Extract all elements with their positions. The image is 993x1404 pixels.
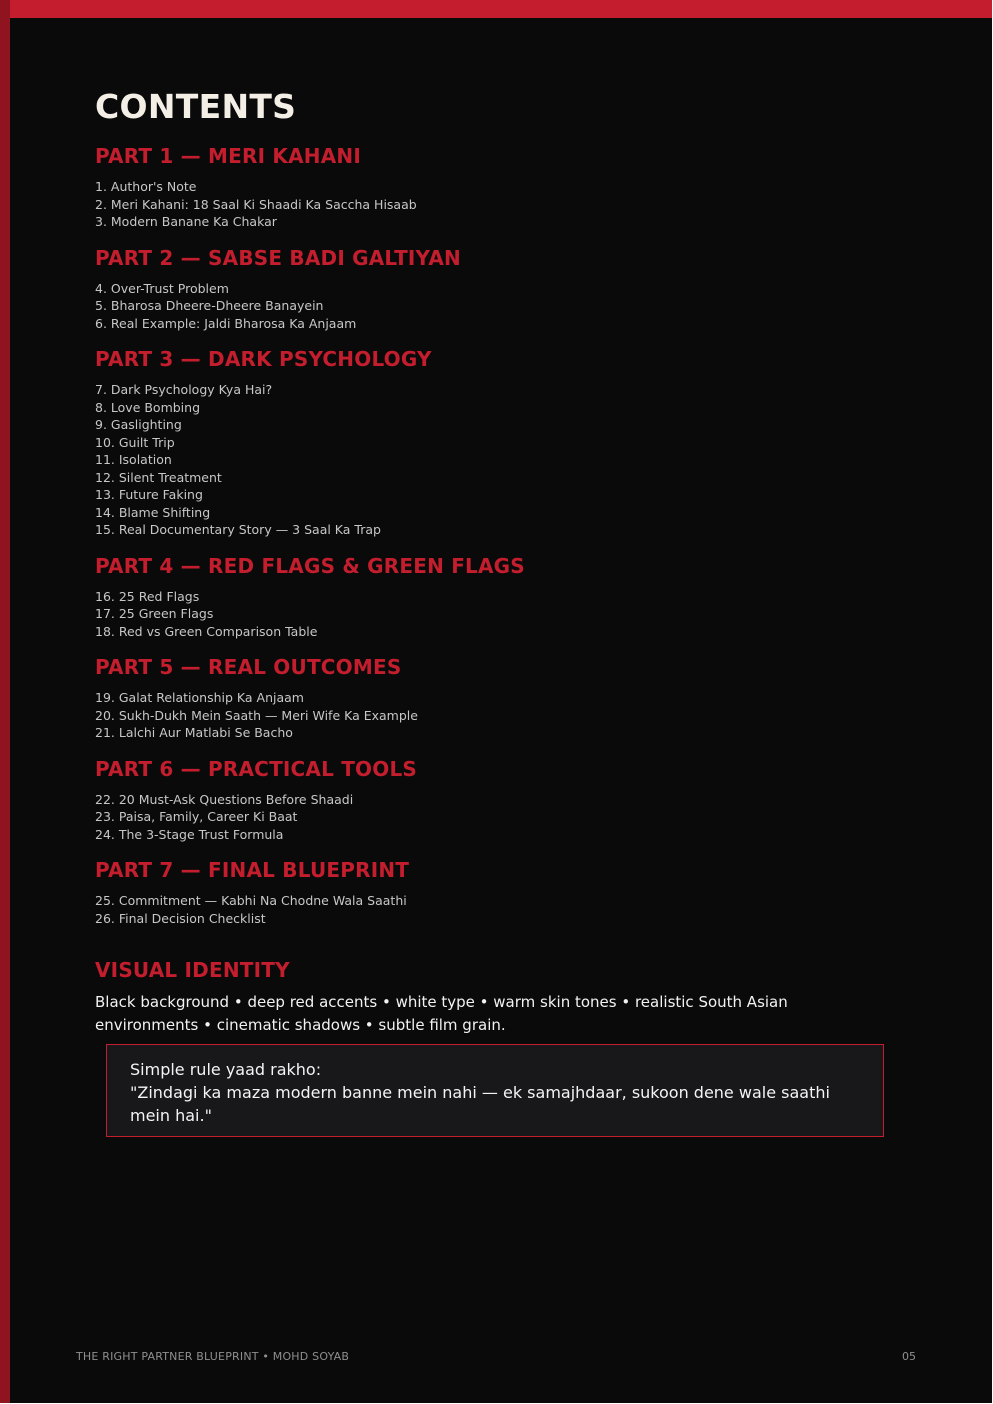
contents-item: 19. Galat Relationship Ka Anjaam (95, 690, 304, 705)
part-5-list (95, 689, 895, 742)
part-6-section (95, 756, 895, 844)
contents-item: 14. Blame Shifting (95, 504, 211, 520)
left-accent-bar (0, 0, 10, 1403)
contents-item: 13. Future Faking (95, 487, 203, 502)
contents-item: 25. Commitment — Kabhi Na Chodne Wala Saathi (95, 893, 407, 908)
footer-book-author (76, 1349, 349, 1364)
page-number (902, 1349, 916, 1364)
part-6-list (95, 791, 895, 844)
rule-callout-quote: "Zindagi ka maza modern banne mein nahi — ek samajhdaar, sukoon dene wale saathi mein hai." (130, 1083, 830, 1125)
page-number-text: 05 (902, 1350, 916, 1363)
contents-item: 6. Real Example: Jaldi Bharosa Ka Anjaam (95, 315, 357, 331)
contents-item: 22. 20 Must-Ask Questions Before Shaadi (95, 791, 354, 807)
contents-item: 18. Red vs Green Comparison Table (95, 623, 318, 639)
contents-item: 20. Sukh-Dukh Mein Saath — Meri Wife Ka Example (95, 707, 418, 723)
contents-item: 7. Dark Psychology Kya Hai? (95, 382, 273, 397)
contents-item: 16. 25 Red Flags (95, 588, 200, 604)
part-2-list (95, 280, 895, 333)
contents-item: 2. Meri Kahani: 18 Saal Ki Shaadi Ka Saccha Hisaab (95, 196, 417, 212)
part-1-list (95, 178, 895, 231)
contents-item: 15. Real Documentary Story — 3 Saal Ka Trap (95, 522, 381, 537)
rule-callout-box (106, 1044, 884, 1137)
part-3-heading: PART 3 — DARK PSYCHOLOGY (95, 347, 432, 371)
visual-identity-heading: VISUAL IDENTITY (95, 958, 290, 982)
contents-item: 26. Final Decision Checklist (95, 910, 266, 926)
part-1-heading: PART 1 — MERI KAHANI (95, 144, 361, 168)
part-2-section (95, 245, 895, 333)
rule-callout-content (107, 1045, 883, 1127)
contents-item: 21. Lalchi Aur Matlabi Se Bacho (95, 725, 293, 740)
part-1-section (95, 143, 895, 231)
contents-title: CONTENTS (95, 87, 297, 126)
contents-item: 23. Paisa, Family, Career Ki Baat (95, 809, 298, 824)
contents-item: 11. Isolation (95, 452, 172, 467)
contents-item: 5. Bharosa Dheere-Dheere Banayein (95, 298, 324, 313)
part-5-section (95, 654, 895, 742)
contents-item: 4. Over-Trust Problem (95, 280, 229, 296)
part-6-heading: PART 6 — PRACTICAL TOOLS (95, 756, 418, 781)
contents-item: 24. The 3-Stage Trust Formula (95, 826, 284, 842)
contents-item: 17. 25 Green Flags (95, 606, 214, 621)
part-7-heading: PART 7 — FINAL BLUEPRINT (95, 858, 410, 882)
part-3-list (95, 381, 895, 539)
contents-item: 12. Silent Treatment (95, 469, 222, 485)
part-4-section (95, 553, 895, 641)
top-accent-bar (0, 0, 992, 18)
part-7-list (95, 892, 895, 927)
contents-item: 9. Gaslighting (95, 417, 182, 432)
part-4-heading: PART 4 — RED FLAGS & GREEN FLAGS (95, 553, 525, 578)
contents-section (95, 86, 895, 1037)
part-7-section (95, 857, 895, 927)
part-2-heading: PART 2 — SABSE BADI GALTIYAN (95, 245, 461, 270)
contents-item: 1. Author's Note (95, 179, 197, 194)
rule-callout-title: Simple rule yaad rakho: (130, 1060, 322, 1079)
contents-item: 3. Modern Banane Ka Chakar (95, 214, 277, 229)
contents-item: 10. Guilt Trip (95, 434, 175, 450)
part-5-heading: PART 5 — REAL OUTCOMES (95, 655, 402, 679)
contents-item: 8. Love Bombing (95, 399, 201, 415)
footer-text: THE RIGHT PARTNER BLUEPRINT • MOHD SOYAB (76, 1350, 350, 1363)
part-4-list (95, 588, 895, 641)
part-3-section (95, 346, 895, 539)
visual-identity-text: Black background • deep red accents • white type • warm skin tones • realistic South Asian environments • cinematic shadows • subtle film grain. (95, 993, 788, 1034)
